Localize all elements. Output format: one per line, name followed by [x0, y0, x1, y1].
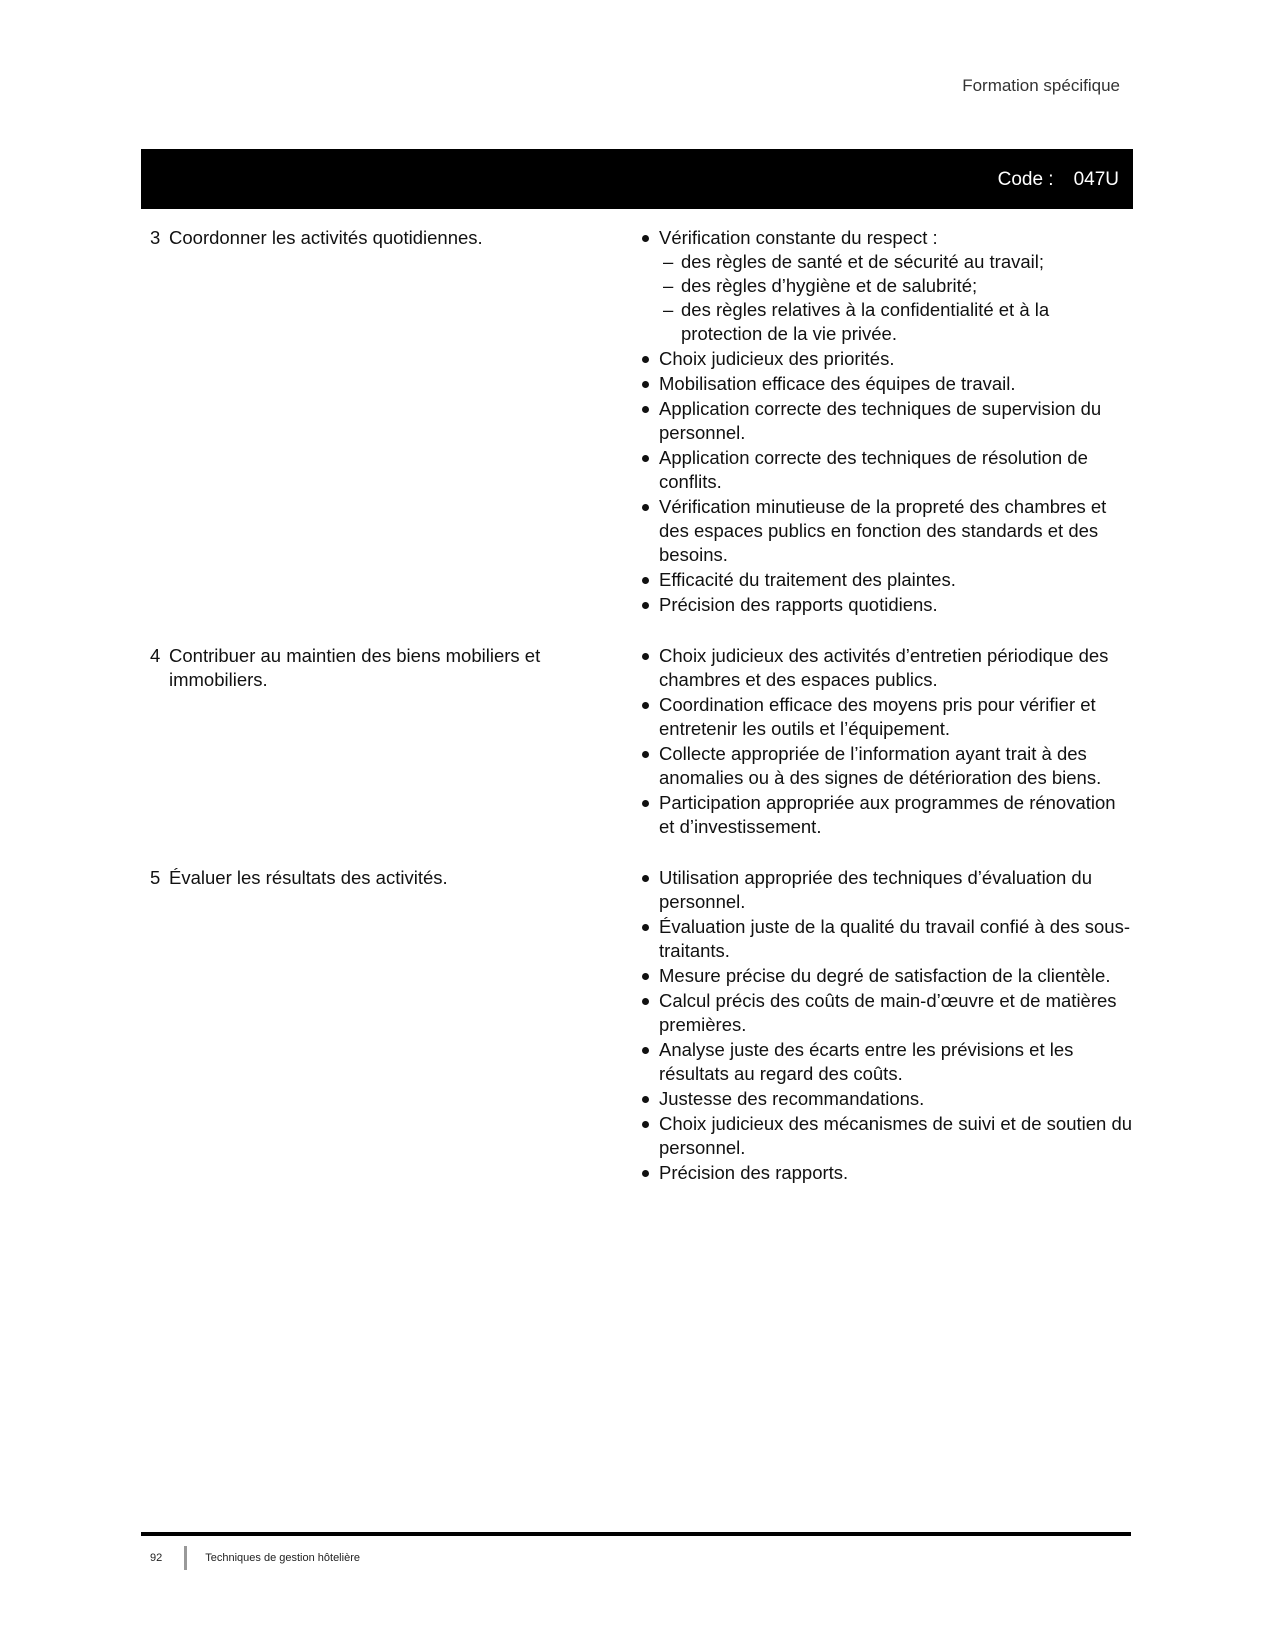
- criterion-text: Évaluation juste de la qualité du travail confié à des sous-traitants.: [659, 916, 1131, 961]
- bullet-icon: [639, 446, 659, 494]
- page-footer: [150, 1546, 360, 1570]
- sub-criterion: – des règles relatives à la confidentialité et à la protection de la vie privée.: [659, 298, 1133, 346]
- sub-criterion: – des règles d’hygiène et de salubrité;: [663, 275, 978, 296]
- criterion-item: [639, 397, 1133, 445]
- footer-rule: [141, 1532, 1131, 1536]
- bullet-icon: [639, 1038, 659, 1086]
- bullet-icon: [639, 1112, 659, 1160]
- criterion-text: Mesure précise du degré de satisfaction de la clientèle.: [659, 965, 1111, 986]
- bullet-icon: [639, 495, 659, 567]
- criterion-item: [639, 446, 1133, 494]
- element-number: 4: [150, 645, 161, 666]
- criterion-text: Coordination efficace des moyens pris pour vérifier et entretenir les outils et l’équipement.: [659, 694, 1096, 739]
- criterion-text: Choix judicieux des mécanismes de suivi et de soutien du personnel.: [659, 1113, 1133, 1158]
- criterion-item: [639, 226, 1133, 346]
- criterion-item: [639, 1087, 1133, 1111]
- bullet-icon: [639, 964, 659, 988]
- criterion-item: [639, 693, 1133, 741]
- bullet-icon: [639, 372, 659, 396]
- element-cell: [141, 226, 639, 618]
- criterion-item: [639, 742, 1133, 790]
- criterion-text: Choix judicieux des activités d’entretien périodique des chambres et des espaces publics.: [659, 645, 1109, 690]
- bullet-icon: [639, 791, 659, 839]
- criterion-item: [639, 866, 1133, 914]
- bullet-icon: [639, 1087, 659, 1111]
- criterion-item: [639, 568, 1133, 592]
- element-row-5: [141, 866, 1133, 1186]
- course-code: [998, 169, 1119, 191]
- criterion-text: Vérification minutieuse de la propreté des chambres et des espaces publics en fonction des standards et des besoins.: [659, 496, 1107, 565]
- element-cell: [141, 644, 639, 840]
- bullet-icon: [639, 397, 659, 445]
- criterion-text: Efficacité du traitement des plaintes.: [659, 569, 956, 590]
- bullet-icon: [639, 226, 659, 346]
- competency-table: [141, 226, 1133, 1212]
- criterion-text: Précision des rapports quotidiens.: [659, 594, 938, 615]
- criterion-item: [639, 915, 1133, 963]
- bullet-icon: [639, 915, 659, 963]
- footer-divider: [184, 1546, 187, 1570]
- running-title: Formation spécifique: [962, 76, 1120, 95]
- criterion-item: [639, 791, 1133, 839]
- code-value: 047U: [1073, 169, 1119, 190]
- criterion-item: [639, 593, 1133, 617]
- criterion-text: Mobilisation efficace des équipes de travail.: [659, 373, 1016, 394]
- element-row-4: [141, 644, 1133, 840]
- criterion-text: Calcul précis des coûts de main-d’œuvre et de matières premières.: [659, 990, 1117, 1035]
- bullet-icon: [639, 347, 659, 371]
- criterion-text: Application correcte des techniques de résolution de conflits.: [659, 447, 1088, 492]
- code-label: Code :: [997, 169, 1054, 190]
- criterion-item: [639, 1112, 1133, 1160]
- criterion-text: Participation appropriée aux programmes de rénovation et d’investissement.: [659, 792, 1116, 837]
- element-number: 5: [150, 867, 161, 888]
- criterion-text: Utilisation appropriée des techniques d’évaluation du personnel.: [659, 867, 1092, 912]
- criterion-item: [639, 964, 1133, 988]
- criterion-text: Justesse des recommandations.: [659, 1088, 925, 1109]
- criteria-list: [639, 866, 1133, 1186]
- bullet-icon: [639, 742, 659, 790]
- sub-criteria-list: [659, 250, 1133, 346]
- element-row-3: [141, 226, 1133, 618]
- bullet-icon: [639, 644, 659, 692]
- criterion-item: [639, 495, 1133, 567]
- sub-criterion-text: des règles relatives à la confidentialité et à la protection de la vie privée.: [681, 299, 1050, 344]
- element-cell: [141, 866, 639, 1186]
- criterion-item: [639, 989, 1133, 1037]
- bullet-icon: [639, 1161, 659, 1185]
- sub-criterion: – des règles de santé et de sécurité au travail;: [663, 251, 1045, 272]
- element-number: 3: [150, 227, 161, 248]
- criterion-item: [639, 347, 1133, 371]
- criterion-text: Analyse juste des écarts entre les prévisions et les résultats au regard des coûts.: [659, 1039, 1074, 1084]
- bullet-icon: [639, 989, 659, 1037]
- criterion-item: [639, 1161, 1133, 1185]
- criterion-text: Application correcte des techniques de supervision du personnel.: [659, 398, 1102, 443]
- bullet-icon: [639, 693, 659, 741]
- sub-criterion-text: des règles de santé et de sécurité au travail;: [681, 251, 1045, 272]
- criterion-item: [639, 1038, 1133, 1086]
- page-number: 92: [150, 1552, 163, 1564]
- criterion-text: Vérification constante du respect :: [659, 227, 938, 248]
- sub-criterion-text: des règles d’hygiène et de salubrité;: [681, 275, 978, 296]
- element-text: Évaluer les résultats des activités.: [169, 867, 448, 888]
- element-text: Contribuer au maintien des biens mobiliers et immobiliers.: [169, 645, 541, 690]
- program-title: Techniques de gestion hôtelière: [205, 1552, 360, 1564]
- criterion-item: [639, 372, 1133, 396]
- bullet-icon: [639, 568, 659, 592]
- criterion-text: Précision des rapports.: [659, 1162, 849, 1183]
- bullet-icon: [639, 866, 659, 914]
- criterion-text: Choix judicieux des priorités.: [659, 348, 895, 369]
- bullet-icon: [639, 593, 659, 617]
- criterion-text: Collecte appropriée de l’information ayant trait à des anomalies ou à des signes de détérioration des biens.: [659, 743, 1102, 788]
- criterion-item: [639, 644, 1133, 692]
- header-band: [141, 149, 1133, 209]
- element-text: Coordonner les activités quotidiennes.: [169, 227, 483, 248]
- criteria-list: [639, 644, 1133, 840]
- criteria-list: [639, 226, 1133, 618]
